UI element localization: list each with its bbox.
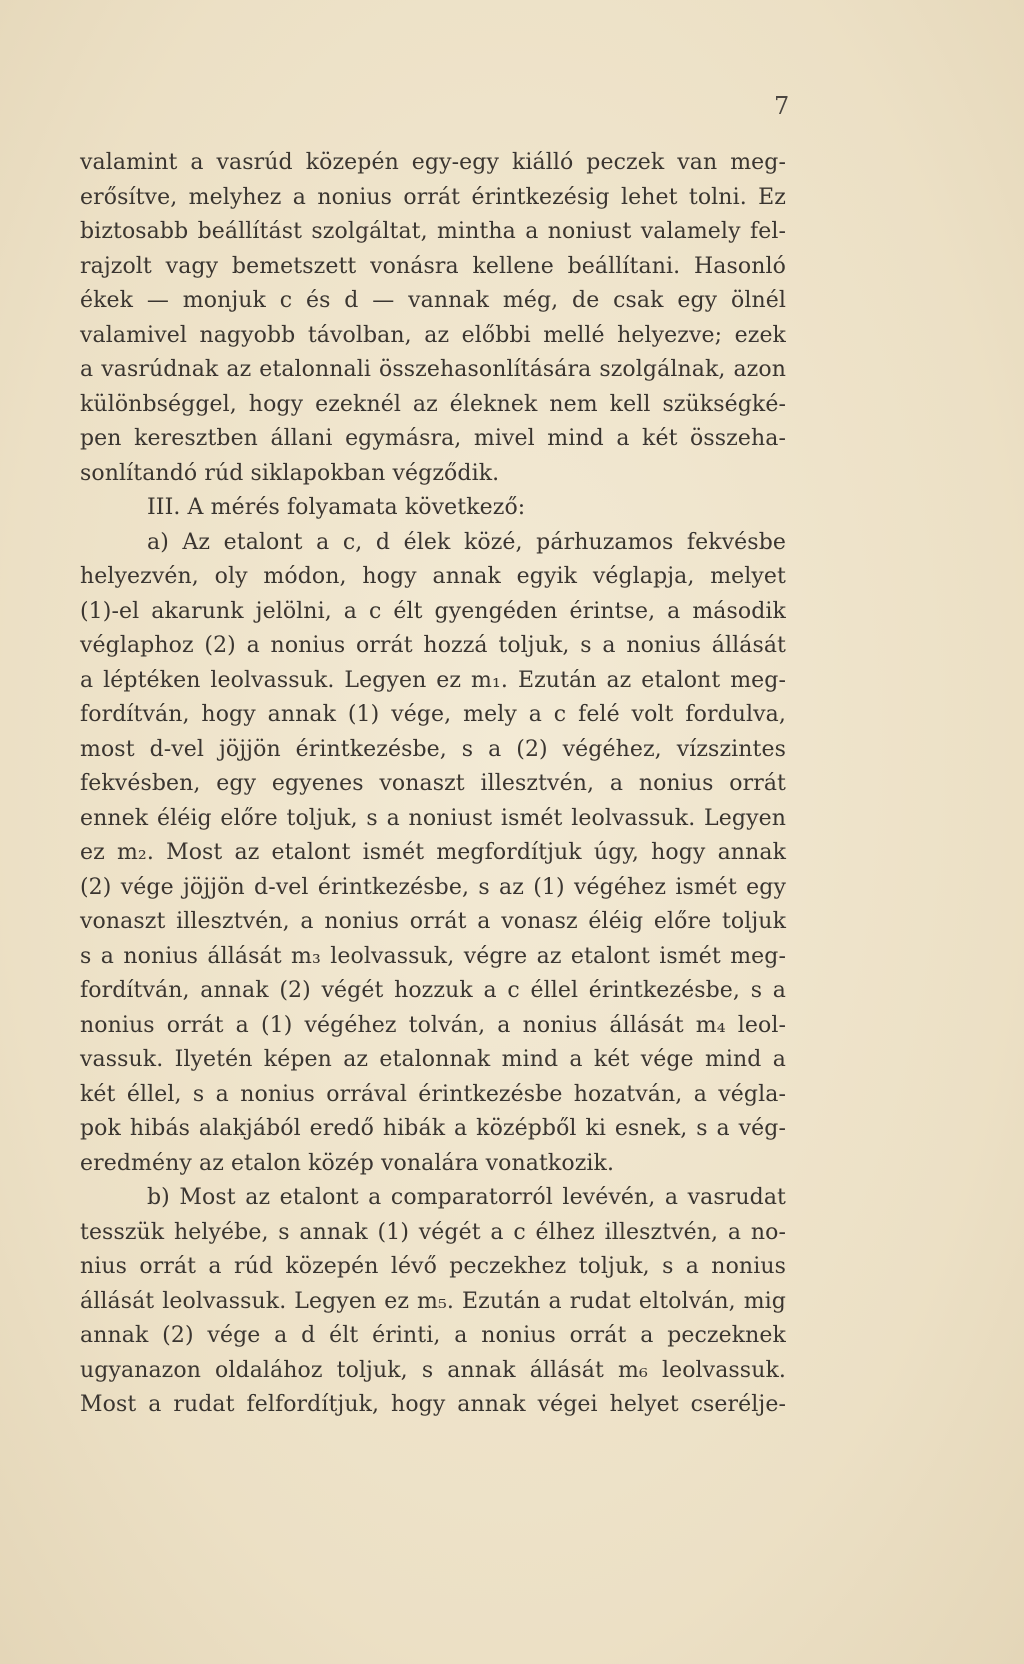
text-line: annak (2) vége a d élt érinti, a nonius orrát a peczeknek <box>80 1323 786 1348</box>
text-line: nius orrát a rúd közepén lévő peczekhez toljuk, s a nonius <box>80 1254 786 1279</box>
text-line: helyezvén, oly módon, hogy annak egyik véglapja, melyet <box>80 564 786 589</box>
text-line: fekvésben, egy egyenes vonaszt illesztvén, a nonius orrát <box>80 771 786 796</box>
text-line: (1)-el akarunk jelölni, a c élt gyengéden érintse, a második <box>80 598 786 624</box>
text-line: pok hibás alakjából eredő hibák a középből ki esnek, s a vég- <box>80 1116 786 1141</box>
text-line: III. A mérés folyamata következő: <box>147 495 526 520</box>
text-line: véglaphoz (2) a nonius orrát hozzá toljuk, s a nonius állását <box>80 633 786 658</box>
text-line: eredmény az etalon közép vonalára vonatkozik. <box>80 1150 615 1176</box>
text-line: vassuk. Ilyetén képen az etalonnak mind a két vége mind a <box>80 1047 786 1072</box>
text-line: vonaszt illesztvén, a nonius orrát a vonasz éléig előre toljuk <box>80 909 786 934</box>
text-line: most d-vel jöjjön érintkezésbe, s a (2) végéhez, vízszintes <box>80 736 786 762</box>
text-line: két éllel, s a nonius orrával érintkezésbe hozatván, a végla- <box>80 1081 786 1107</box>
text-line: Most a rudat felfordítjuk, hogy annak végei helyet cseréljе- <box>80 1392 786 1417</box>
text-line: rajzolt vagy bemetszett vonásra kellene beállítani. Hasonló <box>80 253 786 279</box>
text-line: erősítve, melyhez a nonius orrát érintkezésig lehet tolni. Ez <box>80 184 786 210</box>
text-line: ékek — monjuk c és d — vannak még, de csak egy ölnél <box>80 288 786 313</box>
text-line: valamivel nagyobb távolban, az előbbi mellé helyezve; ezek <box>80 322 786 348</box>
text-line: a léptéken leolvassuk. Legyen ez m₁. Ezután az etalont meg- <box>80 667 786 693</box>
text-line: a) Az etalont a c, d élek közé, párhuzamos fekvésbe <box>147 529 786 555</box>
text-line: nonius orrát a (1) végéhez tolván, a nonius állását m₄ leol- <box>80 1012 786 1038</box>
page-number: 7 <box>774 92 790 120</box>
text-line: állását leolvassuk. Legyen ez m₅. Ezután a rudat eltolván, mig <box>80 1288 786 1314</box>
text-line: fordítván, annak (2) végét hozzuk a c éllel érintkezésbe, s a <box>80 978 786 1003</box>
text-line: fordítván, hogy annak (1) vége, mely a c felé volt fordulva, <box>80 702 786 727</box>
text-line: s a nonius állását m₃ leolvassuk, végre az etalont ismét meg- <box>80 943 786 969</box>
text-line: sonlítandó rúd siklapokban végződik. <box>80 460 500 486</box>
text-line: ez m₂. Most az etalont ismét megfordítjuk úgy, hogy annak <box>80 840 786 865</box>
text-line: b) Most az etalont a comparatorról levévén, a vasrudat <box>147 1185 786 1210</box>
text-line: különbséggel, hogy ezeknél az éleknek nem kell szükségké- <box>80 391 786 417</box>
text-line: tesszük helyébe, s annak (1) végét a c élhez illesztvén, a no- <box>80 1219 786 1245</box>
text-line: pen keresztben állani egymásra, mivel mind a két összeha- <box>80 426 786 451</box>
text-line: ennek éléig előre toljuk, s a noniust ismét leolvassuk. Legyen <box>80 805 786 831</box>
text-line: valamint a vasrúd közepén egy-egy kiálló peczek van meg- <box>80 150 786 175</box>
text-line: ugyanazon oldalához toljuk, s annak állását m₆ leolvassuk. <box>80 1357 786 1383</box>
text-line: (2) vége jöjjön d-vel érintkezésbe, s az (1) végéhez ismét egy <box>80 874 786 900</box>
body-text <box>80 146 786 1423</box>
text-line: a vasrúdnak az etalonnali összehasonlítására szolgálnak, azon <box>80 357 786 382</box>
text-line: biztosabb beállítást szolgáltat, mintha a noniust valamely fel- <box>80 219 786 244</box>
